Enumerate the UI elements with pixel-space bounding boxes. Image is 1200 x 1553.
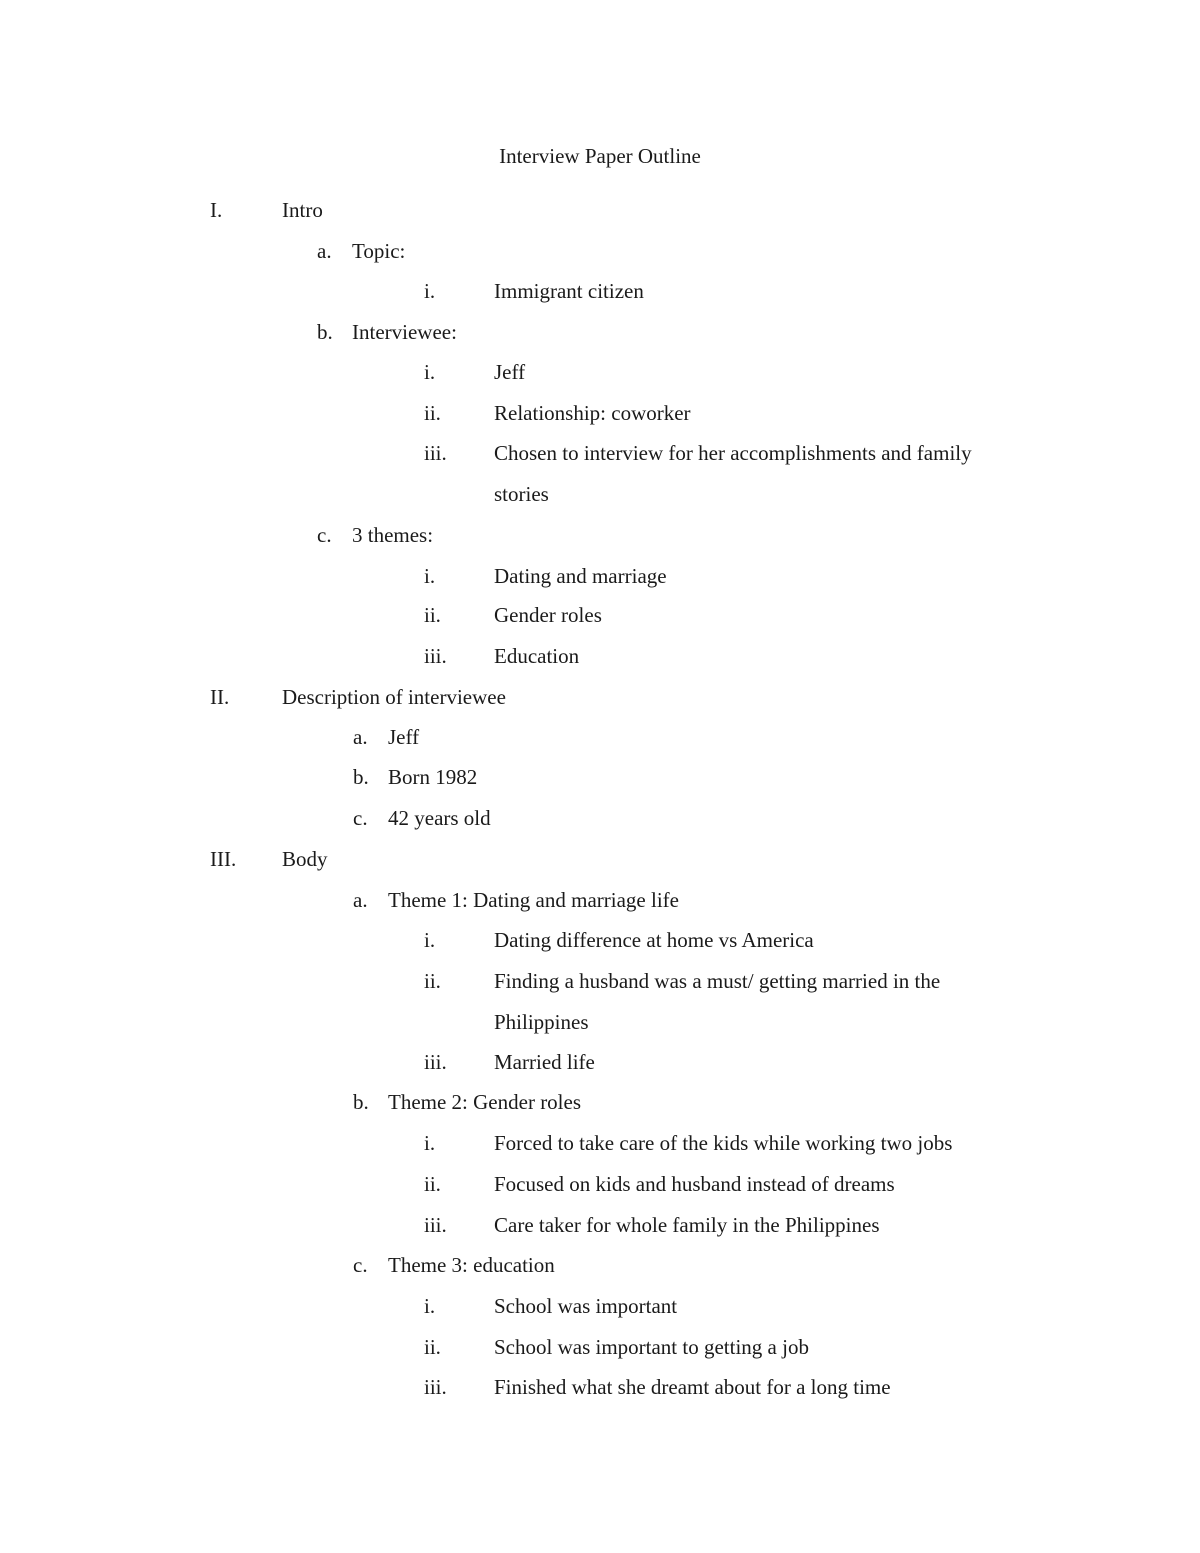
outline-item-topic (0, 237, 1200, 265)
subitem-label: Jeff (494, 360, 526, 384)
subitem-label: Immigrant citizen (494, 279, 644, 303)
item-marker: b. (353, 765, 369, 789)
subitem-label: Education (494, 644, 580, 668)
subitem-marker: i. (424, 564, 436, 588)
page-title: Interview Paper Outline (499, 144, 701, 168)
subitem-marker: iii. (424, 644, 447, 668)
section-label: Body (282, 847, 328, 871)
outline-section-intro (0, 196, 1200, 224)
subitem-label: School was important to getting a job (494, 1335, 809, 1359)
subitem-marker: i. (424, 1294, 436, 1318)
item-marker: c. (353, 1253, 368, 1277)
subitem-label: Finished what she dreamt about for a long time (494, 1375, 891, 1399)
subitem-label: Dating difference at home vs America (494, 928, 814, 952)
item-marker: c. (317, 523, 332, 547)
outline-subitem-continuation (0, 1008, 1200, 1036)
item-label: 3 themes: (352, 523, 434, 547)
outline-subitem (0, 399, 1200, 427)
outline-subitem (0, 1048, 1200, 1076)
subitem-marker: iii. (424, 441, 447, 465)
section-marker: III. (210, 847, 237, 871)
subitem-marker: ii. (424, 1335, 441, 1359)
section-label: Description of interviewee (282, 685, 506, 709)
subitem-marker: i. (424, 928, 436, 952)
section-label: Intro (282, 198, 323, 222)
outline-item-themes (0, 521, 1200, 549)
outline-item-theme-2 (0, 1088, 1200, 1116)
item-label: 42 years old (388, 806, 491, 830)
subitem-marker: iii. (424, 1050, 447, 1074)
item-label: Theme 3: education (388, 1253, 555, 1277)
subitem-continuation-text: Philippines (494, 1010, 589, 1034)
item-marker: a. (353, 725, 368, 749)
item-label: Born 1982 (388, 765, 478, 789)
subitem-label: Chosen to interview for her accomplishments and family (494, 441, 972, 465)
item-marker: a. (353, 888, 368, 912)
subitem-label: Forced to take care of the kids while working two jobs (494, 1131, 953, 1155)
subitem-label: Relationship: coworker (494, 401, 691, 425)
item-marker: a. (317, 239, 332, 263)
outline-subitem (0, 1170, 1200, 1198)
subitem-label: Finding a husband was a must/ getting married in the (494, 969, 941, 993)
outline-subitem (0, 967, 1200, 995)
outline-subitem (0, 439, 1200, 467)
item-label: Topic: (352, 239, 406, 263)
section-marker: II. (210, 685, 230, 709)
section-marker: I. (210, 198, 223, 222)
item-marker: b. (353, 1090, 369, 1114)
subitem-label: Care taker for whole family in the Philippines (494, 1213, 880, 1237)
subitem-marker: i. (424, 1131, 436, 1155)
subitem-marker: i. (424, 360, 436, 384)
outline-item (0, 723, 1200, 751)
subitem-label: Married life (494, 1050, 595, 1074)
subitem-marker: ii. (424, 1172, 441, 1196)
subitem-marker: i. (424, 279, 436, 303)
subitem-marker: ii. (424, 401, 441, 425)
item-label: Theme 1: Dating and marriage life (388, 888, 679, 912)
outline-subitem (0, 358, 1200, 386)
outline-subitem-continuation (0, 480, 1200, 508)
subitem-label: Dating and marriage (494, 564, 667, 588)
subitem-marker: iii. (424, 1213, 447, 1237)
subitem-continuation-text: stories (494, 482, 549, 506)
subitem-label: School was important (494, 1294, 678, 1318)
outline-subitem (0, 1373, 1200, 1401)
subitem-label: Focused on kids and husband instead of dreams (494, 1172, 895, 1196)
subitem-marker: iii. (424, 1375, 447, 1399)
outline-subitem (0, 642, 1200, 670)
outline-subitem (0, 601, 1200, 629)
outline-item (0, 804, 1200, 832)
item-label: Interviewee: (352, 320, 457, 344)
item-marker: c. (353, 806, 368, 830)
subitem-label: Gender roles (494, 603, 602, 627)
item-label: Theme 2: Gender roles (388, 1090, 582, 1114)
outline-subitem (0, 562, 1200, 590)
outline-subitem (0, 1292, 1200, 1320)
outline-item-theme-1 (0, 886, 1200, 914)
outline-item (0, 763, 1200, 791)
outline-subitem (0, 926, 1200, 954)
outline-item-interviewee (0, 318, 1200, 346)
subitem-marker: ii. (424, 603, 441, 627)
outline-subitem (0, 277, 1200, 305)
outline-subitem (0, 1211, 1200, 1239)
subitem-marker: ii. (424, 969, 441, 993)
item-marker: b. (317, 320, 333, 344)
item-label: Jeff (388, 725, 420, 749)
outline-subitem (0, 1129, 1200, 1157)
outline-section-description (0, 683, 1200, 711)
outline-subitem (0, 1333, 1200, 1361)
outline-item-theme-3 (0, 1251, 1200, 1279)
outline-section-body (0, 845, 1200, 873)
